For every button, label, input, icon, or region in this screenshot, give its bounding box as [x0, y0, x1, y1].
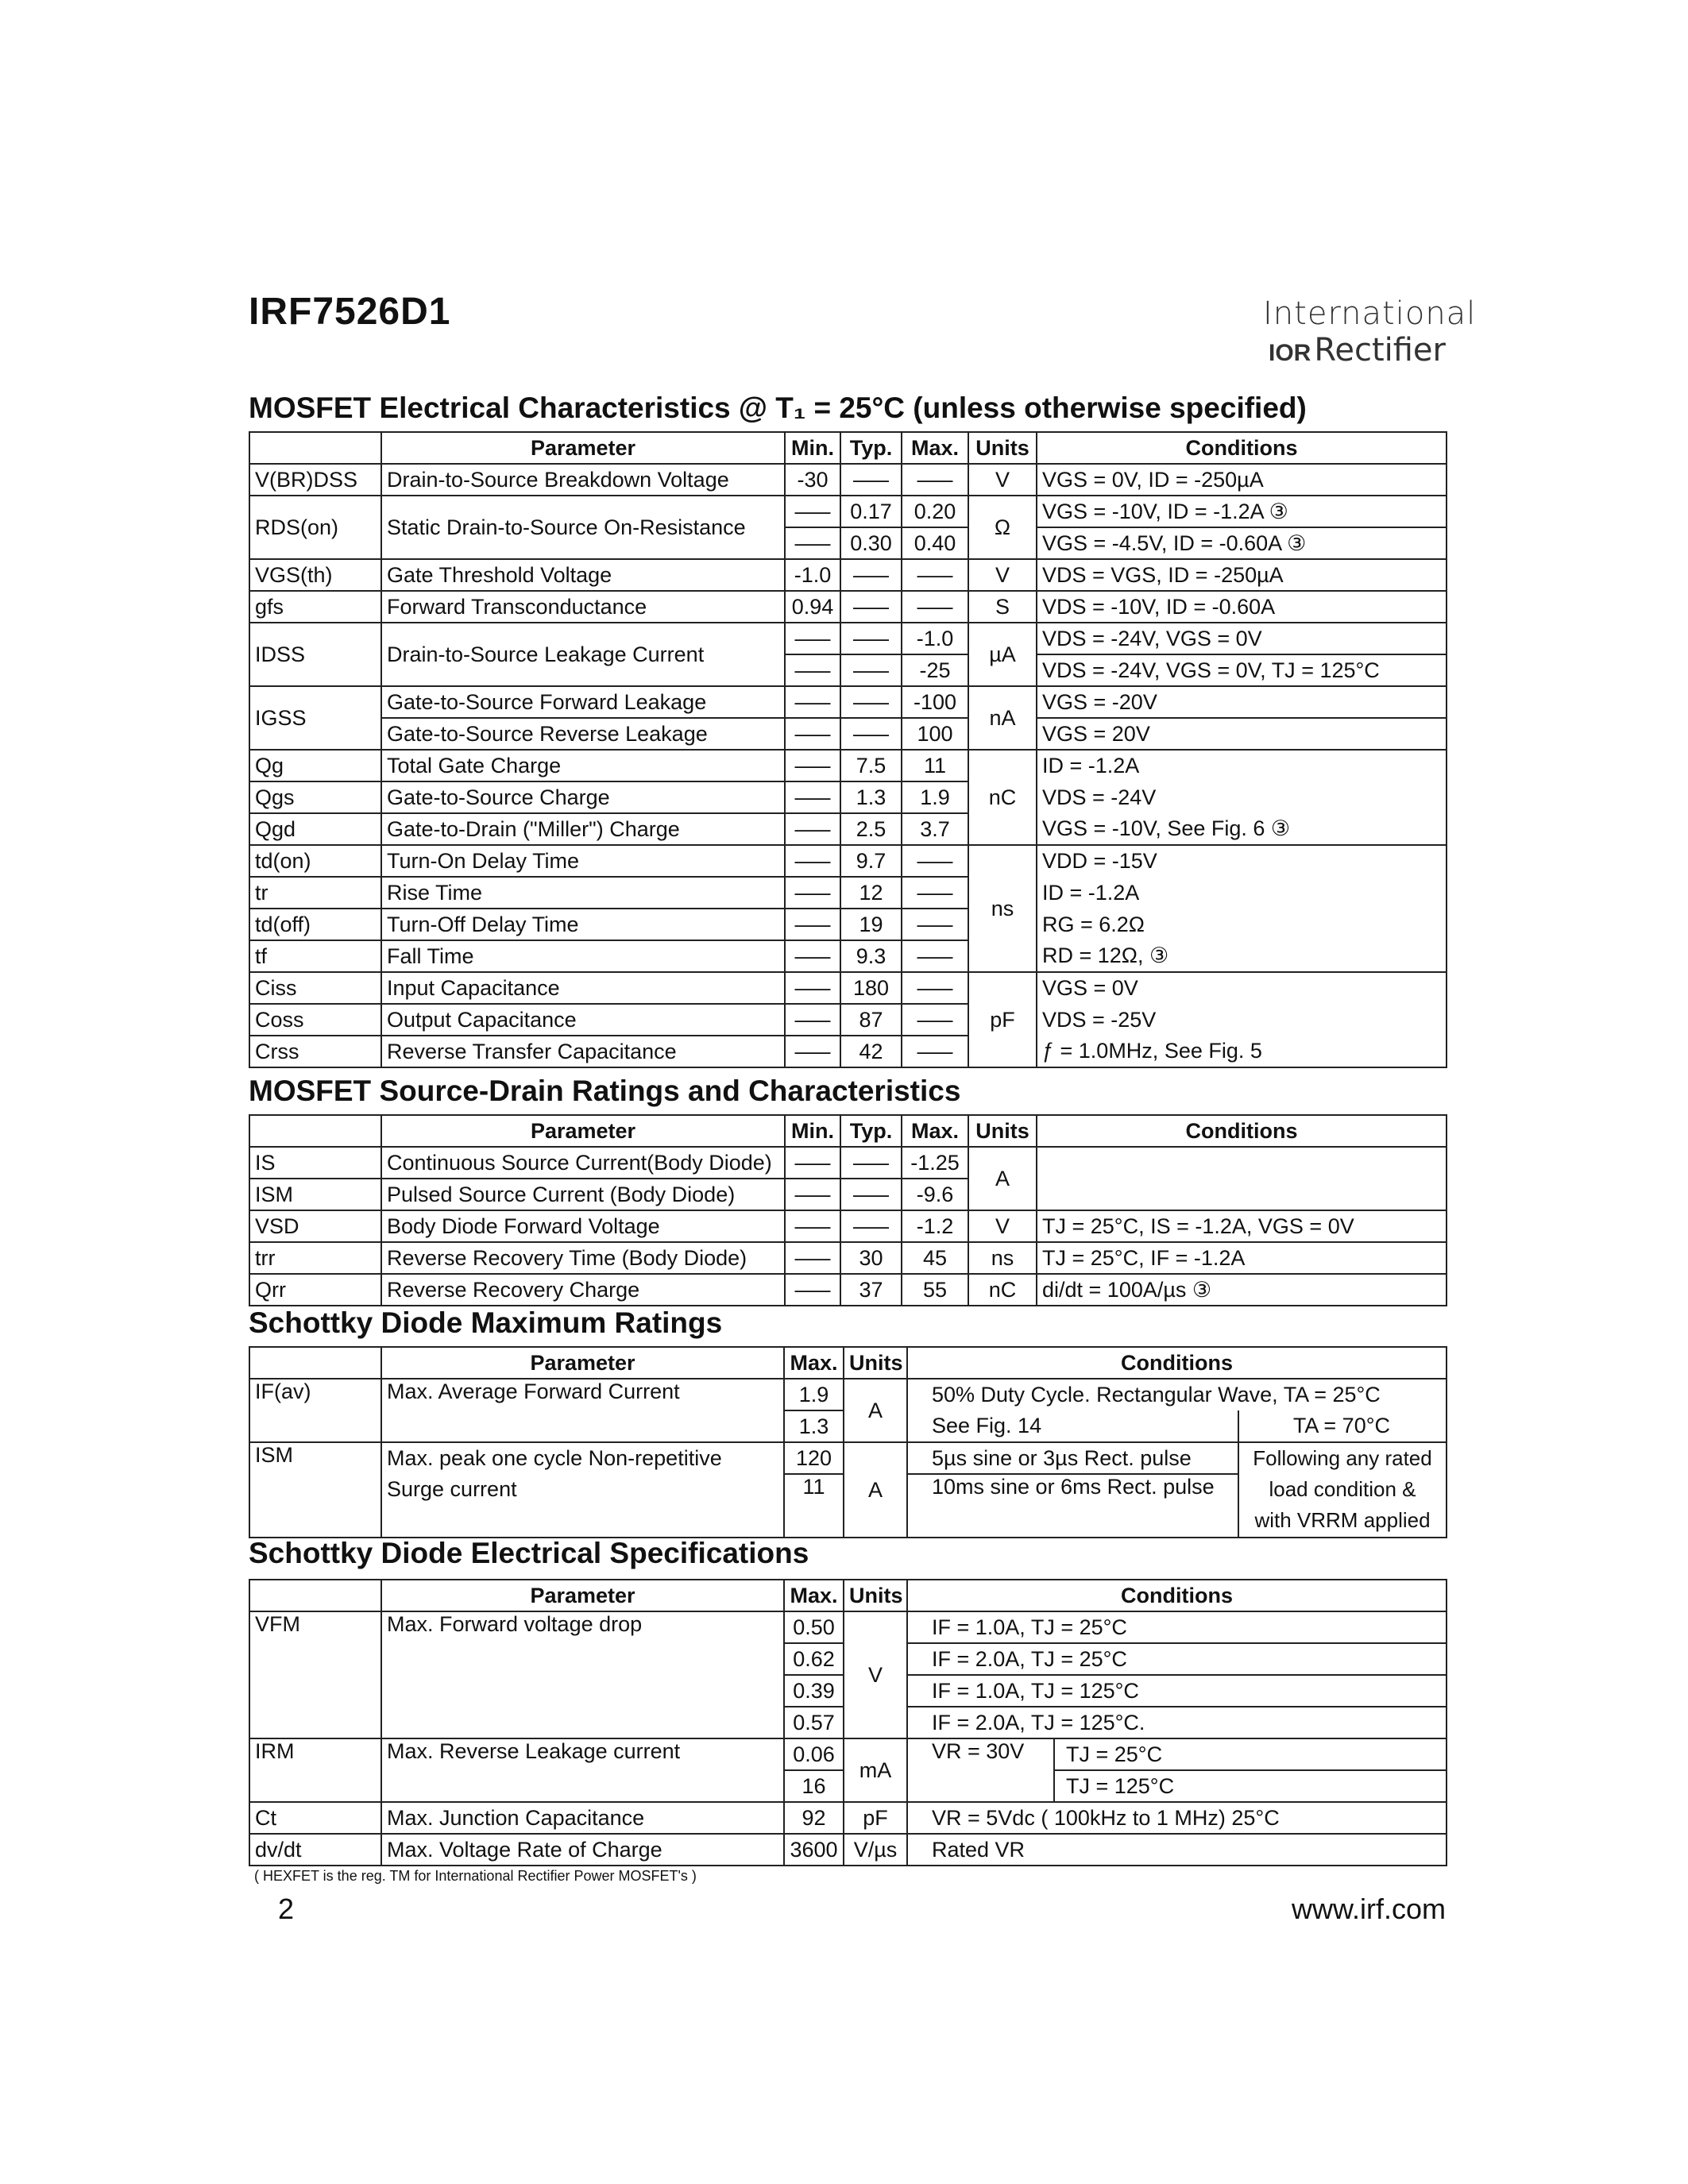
symbol: IF(av)	[249, 1379, 381, 1442]
symbol: Coss	[249, 1004, 381, 1036]
typ: 42	[840, 1036, 902, 1067]
note-line1: Following any rated	[1253, 1446, 1432, 1470]
max: –––	[902, 1004, 968, 1036]
table-row	[249, 1442, 1447, 1474]
col-conditions: Conditions	[907, 1347, 1447, 1379]
conditions-temp: TA = 70°C	[1238, 1410, 1447, 1442]
units: µA	[968, 623, 1037, 686]
typ: 30	[840, 1242, 902, 1274]
parameter: Reverse Recovery Time (Body Diode)	[381, 1242, 785, 1274]
table-row	[249, 1242, 1447, 1274]
symbol: IS	[249, 1147, 381, 1179]
typ: 12	[840, 877, 902, 909]
col-parameter: Parameter	[381, 432, 785, 464]
min: –––	[785, 1274, 840, 1306]
max: 3.7	[902, 813, 968, 845]
conditions: VDD = -15V	[1037, 845, 1447, 877]
table-row	[249, 1611, 1447, 1643]
typ: 0.30	[840, 527, 902, 559]
symbol: td(off)	[249, 909, 381, 940]
company-logo	[1263, 295, 1477, 372]
units: nC	[968, 750, 1037, 845]
max: -1.2	[902, 1210, 968, 1242]
max: –––	[902, 559, 968, 591]
table-header-row	[249, 1115, 1447, 1147]
logo-line1: International	[1263, 295, 1477, 332]
symbol: ISM	[249, 1179, 381, 1210]
min: –––	[785, 1179, 840, 1210]
table-row	[249, 1147, 1447, 1179]
parameter: Max. Junction Capacitance	[381, 1802, 784, 1834]
parameter: Max. Average Forward Current	[381, 1379, 784, 1442]
col-conditions: Conditions	[1037, 432, 1447, 464]
units: nA	[968, 686, 1037, 750]
ior-logo-icon: IOR	[1269, 340, 1311, 366]
max: 11	[784, 1474, 844, 1538]
table-row	[249, 813, 1447, 845]
max: –––	[902, 940, 968, 972]
parameter	[381, 1442, 784, 1538]
conditions: IF = 2.0A, TJ = 125°C.	[907, 1707, 1447, 1738]
max: 0.06	[784, 1738, 844, 1770]
section-title-schottky-max: Schottky Diode Maximum Ratings	[249, 1306, 723, 1339]
conditions: 5µs sine or 3µs Rect. pulse	[907, 1442, 1238, 1474]
max: 11	[902, 750, 968, 781]
parameter: Max. Voltage Rate of Charge	[381, 1834, 784, 1866]
conditions: VGS = -10V, See Fig. 6 ③	[1037, 813, 1447, 845]
max: 0.50	[784, 1611, 844, 1643]
max: 100	[902, 718, 968, 750]
source-drain-table	[249, 1114, 1447, 1306]
min: –––	[785, 781, 840, 813]
parameter-line1: Max. peak one cycle Non-repetitive	[387, 1446, 722, 1470]
symbol: Qgd	[249, 813, 381, 845]
max: -9.6	[902, 1179, 968, 1210]
table-row	[249, 1210, 1447, 1242]
conditions: TJ = 25°C, IF = -1.2A	[1037, 1242, 1447, 1274]
conditions: Rated VR	[907, 1834, 1447, 1866]
conditions-vr: VR = 30V	[907, 1738, 1054, 1802]
units: pF	[844, 1802, 907, 1834]
max: –––	[902, 464, 968, 496]
conditions: VDS = -24V	[1037, 781, 1447, 813]
parameter: Gate-to-Source Forward Leakage	[381, 686, 785, 718]
typ: 37	[840, 1274, 902, 1306]
table-row	[249, 1036, 1447, 1067]
min: –––	[785, 1036, 840, 1067]
units: Ω	[968, 496, 1037, 559]
min: -30	[785, 464, 840, 496]
typ: 180	[840, 972, 902, 1004]
max: -25	[902, 654, 968, 686]
col-conditions: Conditions	[907, 1580, 1447, 1611]
parameter: Rise Time	[381, 877, 785, 909]
table-row	[249, 781, 1447, 813]
min: –––	[785, 623, 840, 654]
conditions: 10ms sine or 6ms Rect. pulse	[907, 1474, 1238, 1538]
table-row	[249, 972, 1447, 1004]
typ: 2.5	[840, 813, 902, 845]
typ: –––	[840, 1210, 902, 1242]
max: 3600	[784, 1834, 844, 1866]
min: –––	[785, 527, 840, 559]
table-row	[249, 591, 1447, 623]
col-units: Units	[844, 1580, 907, 1611]
symbol: RDS(on)	[249, 496, 381, 559]
units: V	[968, 1210, 1037, 1242]
section-title-schottky-electrical: Schottky Diode Electrical Specifications	[249, 1537, 809, 1569]
conditions: TJ = 125°C	[1054, 1770, 1447, 1802]
parameter: Drain-to-Source Breakdown Voltage	[381, 464, 785, 496]
conditions: VGS = -20V	[1037, 686, 1447, 718]
max: –––	[902, 877, 968, 909]
conditions-note	[1238, 1442, 1447, 1538]
conditions: VGS = -4.5V, ID = -0.60A ③	[1037, 527, 1447, 559]
units: S	[968, 591, 1037, 623]
col-min: Min.	[785, 1115, 840, 1147]
symbol: Qgs	[249, 781, 381, 813]
symbol: td(on)	[249, 845, 381, 877]
parameter: Gate-to-Source Charge	[381, 781, 785, 813]
min: –––	[785, 496, 840, 527]
parameter: Input Capacitance	[381, 972, 785, 1004]
symbol: Qg	[249, 750, 381, 781]
typ: 9.3	[840, 940, 902, 972]
conditions	[1037, 1147, 1447, 1210]
symbol: VGS(th)	[249, 559, 381, 591]
min: –––	[785, 1004, 840, 1036]
max: 1.3	[784, 1410, 844, 1442]
symbol: Crss	[249, 1036, 381, 1067]
min: –––	[785, 1210, 840, 1242]
table-header-row	[249, 1580, 1447, 1611]
typ: 9.7	[840, 845, 902, 877]
symbol: V(BR)DSS	[249, 464, 381, 496]
min: –––	[785, 909, 840, 940]
typ: –––	[840, 623, 902, 654]
parameter: Static Drain-to-Source On-Resistance	[381, 496, 785, 559]
parameter: Turn-On Delay Time	[381, 845, 785, 877]
conditions: di/dt = 100A/µs ③	[1037, 1274, 1447, 1306]
symbol: IDSS	[249, 623, 381, 686]
min: -1.0	[785, 559, 840, 591]
typ: –––	[840, 464, 902, 496]
typ: –––	[840, 591, 902, 623]
parameter: Max. Reverse Leakage current	[381, 1738, 784, 1802]
units: ns	[968, 1242, 1037, 1274]
units: A	[844, 1379, 907, 1442]
logo-rectifier: Rectifier	[1314, 332, 1446, 369]
symbol: gfs	[249, 591, 381, 623]
max: 1.9	[902, 781, 968, 813]
col-conditions: Conditions	[1037, 1115, 1447, 1147]
table-row	[249, 1802, 1447, 1834]
table-row	[249, 877, 1447, 909]
col-parameter: Parameter	[381, 1115, 785, 1147]
typ: 7.5	[840, 750, 902, 781]
min: –––	[785, 750, 840, 781]
min: 0.94	[785, 591, 840, 623]
table-row	[249, 686, 1447, 718]
min: –––	[785, 718, 840, 750]
parameter: Body Diode Forward Voltage	[381, 1210, 785, 1242]
typ: 0.17	[840, 496, 902, 527]
logo-line2	[1263, 332, 1446, 372]
conditions: VGS = 0V, ID = -250µA	[1037, 464, 1447, 496]
conditions: VGS = -10V, ID = -1.2A ③	[1037, 496, 1447, 527]
col-units: Units	[968, 1115, 1037, 1147]
units: V	[968, 559, 1037, 591]
typ: –––	[840, 559, 902, 591]
max: 0.39	[784, 1675, 844, 1707]
table-row	[249, 464, 1447, 496]
col-min: Min.	[785, 432, 840, 464]
min: –––	[785, 813, 840, 845]
parameter: Pulsed Source Current (Body Diode)	[381, 1179, 785, 1210]
symbol: IGSS	[249, 686, 381, 750]
parameter: Max. Forward voltage drop	[381, 1611, 784, 1738]
min: –––	[785, 940, 840, 972]
parameter: Gate Threshold Voltage	[381, 559, 785, 591]
conditions: VDS = -24V, VGS = 0V, TJ = 125°C	[1037, 654, 1447, 686]
table-row	[249, 909, 1447, 940]
table-row	[249, 1834, 1447, 1866]
max: 92	[784, 1802, 844, 1834]
parameter: Gate-to-Drain ("Miller") Charge	[381, 813, 785, 845]
schottky-electrical-table	[249, 1579, 1447, 1866]
conditions: VDS = -25V	[1037, 1004, 1447, 1036]
units: V/µs	[844, 1834, 907, 1866]
conditions: RG = 6.2Ω	[1037, 909, 1447, 940]
schottky-max-table	[249, 1346, 1447, 1538]
max: -1.0	[902, 623, 968, 654]
parameter: Output Capacitance	[381, 1004, 785, 1036]
col-max: Max.	[902, 432, 968, 464]
max: 55	[902, 1274, 968, 1306]
typ: –––	[840, 654, 902, 686]
conditions: ID = -1.2A	[1037, 750, 1447, 781]
conditions: IF = 1.0A, TJ = 25°C	[907, 1611, 1447, 1643]
conditions: IF = 1.0A, TJ = 125°C	[907, 1675, 1447, 1707]
page-number: 2	[278, 1893, 295, 1925]
max: 0.20	[902, 496, 968, 527]
col-typ: Typ.	[840, 1115, 902, 1147]
typ: 19	[840, 909, 902, 940]
table-row	[249, 559, 1447, 591]
min: –––	[785, 1147, 840, 1179]
symbol: trr	[249, 1242, 381, 1274]
min: –––	[785, 877, 840, 909]
col-parameter: Parameter	[381, 1347, 784, 1379]
typ: –––	[840, 1179, 902, 1210]
part-number: IRF7526D1	[249, 291, 451, 333]
parameter: Forward Transconductance	[381, 591, 785, 623]
typ: –––	[840, 686, 902, 718]
parameter: Total Gate Charge	[381, 750, 785, 781]
table-header-row	[249, 432, 1447, 464]
col-units: Units	[844, 1347, 907, 1379]
symbol: dv/dt	[249, 1834, 381, 1866]
conditions: TJ = 25°C, IS = -1.2A, VGS = 0V	[1037, 1210, 1447, 1242]
conditions: VGS = 0V	[1037, 972, 1447, 1004]
table-row	[249, 845, 1447, 877]
min: –––	[785, 686, 840, 718]
table-row	[249, 1004, 1447, 1036]
symbol: tr	[249, 877, 381, 909]
section-title-source-drain: MOSFET Source-Drain Ratings and Characteristics	[249, 1075, 961, 1107]
section-title-mosfet-electrical: MOSFET Electrical Characteristics @ T₁ = 25°C (unless otherwise specified)	[249, 392, 1307, 424]
min: –––	[785, 845, 840, 877]
note-line2: load condition &	[1269, 1477, 1416, 1501]
max: 45	[902, 1242, 968, 1274]
col-parameter: Parameter	[381, 1580, 784, 1611]
table-row	[249, 940, 1447, 972]
max: 16	[784, 1770, 844, 1802]
col-max: Max.	[902, 1115, 968, 1147]
parameter: Gate-to-Source Reverse Leakage	[381, 718, 785, 750]
symbol: Qrr	[249, 1274, 381, 1306]
max: 0.57	[784, 1707, 844, 1738]
col-units: Units	[968, 432, 1037, 464]
parameter: Fall Time	[381, 940, 785, 972]
table-row	[249, 623, 1447, 654]
parameter-line2: Surge current	[387, 1477, 517, 1501]
max: –––	[902, 845, 968, 877]
symbol: IRM	[249, 1738, 381, 1802]
conditions: RD = 12Ω, ③	[1037, 940, 1447, 972]
table-row	[249, 750, 1447, 781]
max: –––	[902, 972, 968, 1004]
max: –––	[902, 909, 968, 940]
units: ns	[968, 845, 1037, 972]
symbol: VFM	[249, 1611, 381, 1738]
typ: 1.3	[840, 781, 902, 813]
table-row	[249, 496, 1447, 527]
conditions: VDS = -24V, VGS = 0V	[1037, 623, 1447, 654]
typ: –––	[840, 718, 902, 750]
max: 0.40	[902, 527, 968, 559]
symbol: ISM	[249, 1442, 381, 1538]
col-max: Max.	[784, 1347, 844, 1379]
parameter: Drain-to-Source Leakage Current	[381, 623, 785, 686]
table-header-row	[249, 1347, 1447, 1379]
col-typ: Typ.	[840, 432, 902, 464]
min: –––	[785, 654, 840, 686]
conditions: VGS = 20V	[1037, 718, 1447, 750]
parameter: Continuous Source Current(Body Diode)	[381, 1147, 785, 1179]
table-row	[249, 1379, 1447, 1410]
units: pF	[968, 972, 1037, 1067]
min: –––	[785, 972, 840, 1004]
table-row	[249, 718, 1447, 750]
parameter: Reverse Recovery Charge	[381, 1274, 785, 1306]
max: 0.62	[784, 1643, 844, 1675]
units: nC	[968, 1274, 1037, 1306]
symbol: Ct	[249, 1802, 381, 1834]
typ: 87	[840, 1004, 902, 1036]
max: –––	[902, 1036, 968, 1067]
conditions: See Fig. 14	[907, 1410, 1238, 1442]
conditions: 50% Duty Cycle. Rectangular Wave, TA = 25°C	[907, 1379, 1447, 1410]
max: 120	[784, 1442, 844, 1474]
conditions: TJ = 25°C	[1054, 1738, 1447, 1770]
max: –––	[902, 591, 968, 623]
footnote: ( HEXFET is the reg. TM for International Rectifier Power MOSFET's )	[254, 1868, 697, 1884]
table-row	[249, 1274, 1447, 1306]
symbol: VSD	[249, 1210, 381, 1242]
conditions: ID = -1.2A	[1037, 877, 1447, 909]
units: mA	[844, 1738, 907, 1802]
conditions: VDS = VGS, ID = -250µA	[1037, 559, 1447, 591]
symbol: tf	[249, 940, 381, 972]
note-line3: with VRRM applied	[1254, 1508, 1431, 1532]
units: V	[968, 464, 1037, 496]
conditions: IF = 2.0A, TJ = 25°C	[907, 1643, 1447, 1675]
conditions: VR = 5Vdc ( 100kHz to 1 MHz) 25°C	[907, 1802, 1447, 1834]
parameter: Reverse Transfer Capacitance	[381, 1036, 785, 1067]
min: –––	[785, 1242, 840, 1274]
units: V	[844, 1611, 907, 1738]
typ: –––	[840, 1147, 902, 1179]
symbol: Ciss	[249, 972, 381, 1004]
units: A	[844, 1442, 907, 1538]
col-max: Max.	[784, 1580, 844, 1611]
conditions: VDS = -10V, ID = -0.60A	[1037, 591, 1447, 623]
units: A	[968, 1147, 1037, 1210]
website-link[interactable]: www.irf.com	[1291, 1893, 1446, 1925]
conditions: ƒ = 1.0MHz, See Fig. 5	[1037, 1036, 1447, 1067]
max: -1.25	[902, 1147, 968, 1179]
mosfet-electrical-table	[249, 431, 1447, 1068]
max: 1.9	[784, 1379, 844, 1410]
table-row	[249, 1738, 1447, 1770]
max: -100	[902, 686, 968, 718]
parameter: Turn-Off Delay Time	[381, 909, 785, 940]
